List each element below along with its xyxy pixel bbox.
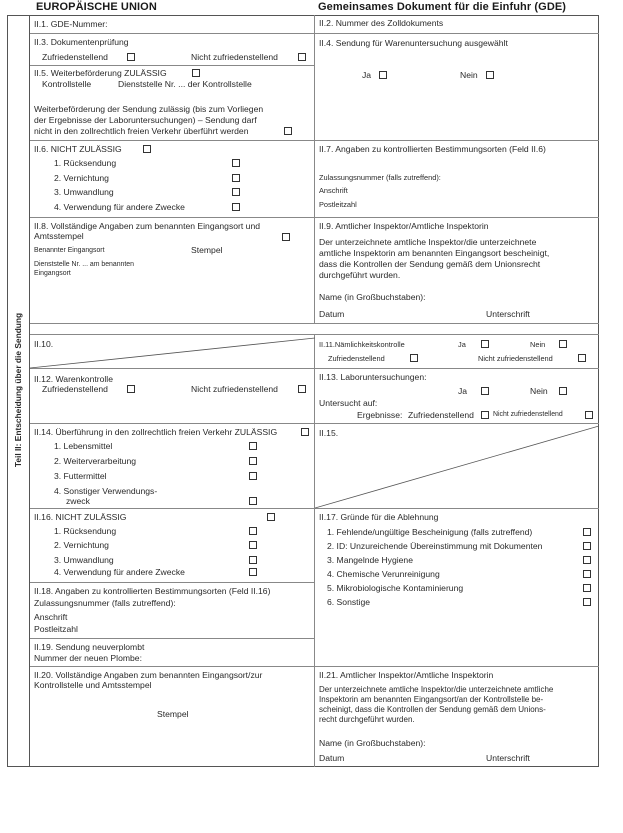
ii6-item-2: 2. Vernichtung: [54, 173, 109, 183]
ii19-label: II.19. Sendung neuverplombt: [34, 642, 145, 652]
ii17-item-5-checkbox[interactable]: [583, 584, 591, 592]
ii11-yes-label: Ja: [458, 340, 466, 349]
ii8-unit-l1: Dienststelle Nr. ... am benannten: [34, 261, 134, 268]
ii21-text-l3: scheinigt, dass die Kontrollen der Sendung gemäß dem Unions-: [319, 705, 546, 714]
ii4-no-checkbox[interactable]: [486, 71, 494, 79]
ii13-no-checkbox[interactable]: [559, 387, 567, 395]
ii17-item-1: 1. Fehlende/ungültige Bescheinigung (falls zutreffend): [327, 527, 533, 537]
ii10-strike-line: [30, 335, 315, 369]
ii10-label: II.10.: [34, 339, 54, 349]
ii14-item-4: 4. Sonstiger Verwendungs-: [54, 486, 158, 496]
ii13-ok-checkbox[interactable]: [481, 411, 489, 419]
ii8-label-l2: Amtsstempel: [34, 231, 84, 241]
ii5-text-l2: der Ergebnisse der Laboruntersuchungen) – Sendung darf: [34, 115, 257, 125]
box-ii14: [30, 424, 315, 509]
spacer-row: [30, 324, 599, 335]
ii6-label: II.6. NICHT ZULÄSSIG: [34, 144, 122, 154]
box-ii18: [30, 583, 315, 639]
box-ii5: [30, 66, 315, 141]
ii11-no-label: Nein: [530, 340, 546, 349]
ii5-label: II.5. Weiterbeförderung ZULÄSSIG: [34, 68, 167, 78]
ii9-signature: Unterschrift: [486, 309, 530, 319]
box-ii21: [315, 667, 599, 767]
ii5-text-l1: Weiterbeförderung der Sendung zulässig (bis zum Vorliegen: [34, 104, 264, 114]
ii16-item-4-checkbox[interactable]: [249, 568, 257, 576]
ii9-text-l4: durchgeführt wurden.: [319, 270, 401, 280]
ii6-item-4: 4. Verwendung für andere Zwecke: [54, 202, 185, 212]
box-ii10: [30, 335, 315, 369]
ii16-item-2: 2. Vernichtung: [54, 540, 109, 550]
ii9-name: Name (in Großbuchstaben):: [319, 292, 426, 302]
ii21-text-l1: Der unterzeichnete amtliche Inspektor/die unterzeichnete amtliche: [319, 685, 554, 694]
ii21-name: Name (in Großbuchstaben):: [319, 738, 426, 748]
ii16-item-4: 4. Verwendung für andere Zwecke: [54, 567, 185, 577]
ii21-label: II.21. Amtlicher Inspektor/Amtliche Inspektorin: [319, 670, 494, 680]
box-ii19: [30, 639, 315, 667]
ii18-label: II.18. Angaben zu kontrollierten Bestimmungsorten (Feld II.16): [34, 586, 271, 596]
ii16-item-1: 1. Rücksendung: [54, 526, 117, 536]
ii17-item-5: 5. Mikrobiologische Kontaminierung: [327, 583, 464, 593]
ii11-label: II.11.Nämlichkeitskontrolle: [319, 340, 405, 349]
ii14-item-1-checkbox[interactable]: [249, 442, 257, 450]
ii11-yes-checkbox[interactable]: [481, 340, 489, 348]
ii13-tested-for: Untersucht auf:: [319, 398, 378, 408]
ii13-ok-label: Zufriedenstellend: [408, 410, 474, 420]
box-ii3: [30, 34, 315, 66]
ii6-item-2-checkbox[interactable]: [232, 174, 240, 182]
box-ii11: [315, 335, 599, 369]
ii5-forward-checkbox[interactable]: [284, 127, 292, 135]
ii8-label-l1: II.8. Vollständige Angaben zum benannten Eingangsort und: [34, 221, 260, 231]
ii13-yes-checkbox[interactable]: [481, 387, 489, 395]
ii7-label: II.7. Angaben zu kontrollierten Bestimmungsorten (Feld II.6): [319, 144, 546, 154]
ii8-unit-l2: Eingangsort: [34, 270, 71, 277]
ii6-item-1: 1. Rücksendung: [54, 158, 117, 168]
ii21-date: Datum: [319, 753, 345, 763]
ii14-item-3: 3. Futtermittel: [54, 471, 107, 481]
ii2-label: II.2. Nummer des Zolldokuments: [319, 18, 444, 28]
ii12-ok-label: Zufriedenstellend: [42, 384, 108, 394]
ii20-label-l2: Kontrollstelle und Amtsstempel: [34, 680, 152, 690]
ii17-item-6-checkbox[interactable]: [583, 598, 591, 606]
ii4-label: II.4. Sendung für Warenuntersuchung ausgewählt: [319, 38, 508, 48]
ii6-checkbox[interactable]: [143, 145, 151, 153]
ii5-text-l3: nicht in den zollrechtlich freien Verkehr überführt werden: [34, 126, 249, 136]
header-right-title: Gemeinsames Dokument für die Einfuhr (GDE): [318, 1, 567, 13]
ii6-item-3: 3. Umwandlung: [54, 187, 114, 197]
ii12-nok-label: Nicht zufriedenstellend: [191, 384, 278, 394]
ii21-signature: Unterschrift: [486, 753, 530, 763]
ii18-address: Anschrift: [34, 612, 68, 622]
ii11-nok-label: Nicht zufriedenstellend: [478, 354, 553, 363]
ii19-seal: Nummer der neuen Plombe:: [34, 653, 142, 663]
box-ii2: [315, 15, 599, 34]
box-ii15: [315, 424, 599, 509]
header-left-title: EUROPÄISCHE UNION: [36, 1, 157, 13]
ii20-label-l1: II.20. Vollständige Angaben zum benannten Eingangsort/zur: [34, 670, 263, 680]
ii14-item-3-checkbox[interactable]: [249, 472, 257, 480]
box-ii17: [315, 509, 599, 667]
ii18-approval: Zulassungsnummer (falls zutreffend):: [34, 598, 176, 608]
ii3-ok-checkbox[interactable]: [127, 53, 135, 61]
ii17-item-4-checkbox[interactable]: [583, 570, 591, 578]
box-ii6: [30, 141, 315, 218]
ii3-label: II.3. Dokumentenprüfung: [34, 37, 129, 47]
ii4-yes-checkbox[interactable]: [379, 71, 387, 79]
ii20-stamp: Stempel: [157, 709, 189, 719]
ii14-item-2: 2. Weiterverarbeitung: [54, 456, 137, 466]
ii16-label: II.16. NICHT ZULÄSSIG: [34, 512, 127, 522]
ii9-date: Datum: [319, 309, 345, 319]
ii13-results: Ergebnisse:: [357, 410, 403, 420]
ii7-postcode: Postleitzahl: [319, 200, 357, 209]
ii5-col1: Kontrollstelle: [42, 79, 92, 89]
ii21-text-l4: recht durchgeführt wurden.: [319, 715, 415, 724]
ii11-nok-checkbox[interactable]: [578, 354, 586, 362]
ii3-ok-label: Zufriedenstellend: [42, 52, 108, 62]
ii13-nok-label: Nicht zufriedenstellend: [493, 411, 563, 418]
ii4-no-label: Nein: [460, 70, 478, 80]
ii13-no-label: Nein: [530, 386, 548, 396]
box-ii16: [30, 509, 315, 583]
ii15-label: II.15.: [319, 428, 339, 438]
ii13-yes-label: Ja: [458, 386, 468, 396]
ii4-yes-label: Ja: [362, 70, 372, 80]
ii16-item-1-checkbox[interactable]: [249, 527, 257, 535]
ii9-text-l1: Der unterzeichnete amtliche Inspektor/die unterzeichnete: [319, 237, 537, 247]
ii16-item-3-checkbox[interactable]: [249, 556, 257, 564]
box-ii12: [30, 369, 315, 424]
box-ii7: [315, 141, 599, 218]
ii6-item-4-checkbox[interactable]: [232, 203, 240, 211]
ii17-item-3: 3. Mangelnde Hygiene: [327, 555, 413, 565]
ii8-entry-point: Benannter Eingangsort: [34, 247, 105, 254]
ii3-nok-label: Nicht zufriedenstellend: [191, 52, 278, 62]
ii12-nok-checkbox[interactable]: [298, 385, 306, 393]
ii17-item-1-checkbox[interactable]: [583, 528, 591, 536]
box-ii9: [315, 218, 599, 324]
box-ii20: [30, 667, 315, 767]
ii14-item-1: 1. Lebensmittel: [54, 441, 113, 451]
ii17-item-2: 2. ID: Unzureichende Übereinstimmung mit Dokumenten: [327, 541, 543, 551]
ii17-item-2-checkbox[interactable]: [583, 542, 591, 550]
ii8-stamp: Stempel: [191, 245, 223, 255]
ii9-text-l3: dass die Kontrollen der Sendung gemäß dem Unionsrecht: [319, 259, 541, 269]
sidebar-label: Teil II: Entscheidung über die Sendung: [12, 312, 23, 468]
ii11-ok-label: Zufriedenstellend: [328, 354, 385, 363]
box-ii4: [315, 34, 599, 141]
ii14-checkbox[interactable]: [301, 428, 309, 436]
ii15-strike-line: [315, 424, 599, 509]
ii13-nok-checkbox[interactable]: [585, 411, 593, 419]
ii14-item-2-checkbox[interactable]: [249, 457, 257, 465]
ii16-item-2-checkbox[interactable]: [249, 541, 257, 549]
ii14-label: II.14. Überführung in den zollrechtlich freien Verkehr ZULÄSSIG: [34, 427, 278, 437]
ii18-postcode: Postleitzahl: [34, 624, 78, 634]
ii14-item-4-checkbox[interactable]: [249, 497, 257, 505]
ii6-item-1-checkbox[interactable]: [232, 159, 240, 167]
ii17-item-6: 6. Sonstige: [327, 597, 370, 607]
box-ii8: [30, 218, 315, 324]
ii5-col2: Dienststelle Nr. ... der Kontrollstelle: [118, 79, 252, 89]
ii16-checkbox[interactable]: [267, 513, 275, 521]
ii6-item-3-checkbox[interactable]: [232, 188, 240, 196]
ii12-ok-checkbox[interactable]: [127, 385, 135, 393]
ii12-label: II.12. Warenkontrolle: [34, 374, 113, 384]
ii9-text-l2: amtliche Inspektorin am benannten Eingangsort bescheinigt,: [319, 248, 550, 258]
ii11-no-checkbox[interactable]: [559, 340, 567, 348]
ii14-item-4-cont: zweck: [66, 496, 90, 506]
ii16-item-3: 3. Umwandlung: [54, 555, 114, 565]
ii7-approval: Zulassungsnummer (falls zutreffend):: [319, 173, 441, 182]
ii17-item-4: 4. Chemische Verunreinigung: [327, 569, 440, 579]
ii1-label: II.1. GDE-Nummer:: [34, 19, 108, 29]
ii21-text-l2: Inspektorin am benannten Eingangsort/an der Kontrollstelle be-: [319, 695, 544, 704]
ii11-ok-checkbox[interactable]: [410, 354, 418, 362]
ii8-checkbox[interactable]: [282, 233, 290, 241]
ii5-checkbox[interactable]: [192, 69, 200, 77]
ii17-label: II.17. Gründe für die Ablehnung: [319, 512, 439, 522]
ii7-address: Anschrift: [319, 186, 348, 195]
box-ii1: [30, 15, 315, 34]
ii9-label: II.9. Amtlicher Inspektor/Amtliche Inspektorin: [319, 221, 489, 231]
ii17-item-3-checkbox[interactable]: [583, 556, 591, 564]
ii3-nok-checkbox[interactable]: [298, 53, 306, 61]
ii13-label: II.13. Laboruntersuchungen:: [319, 372, 427, 382]
box-ii13: [315, 369, 599, 424]
